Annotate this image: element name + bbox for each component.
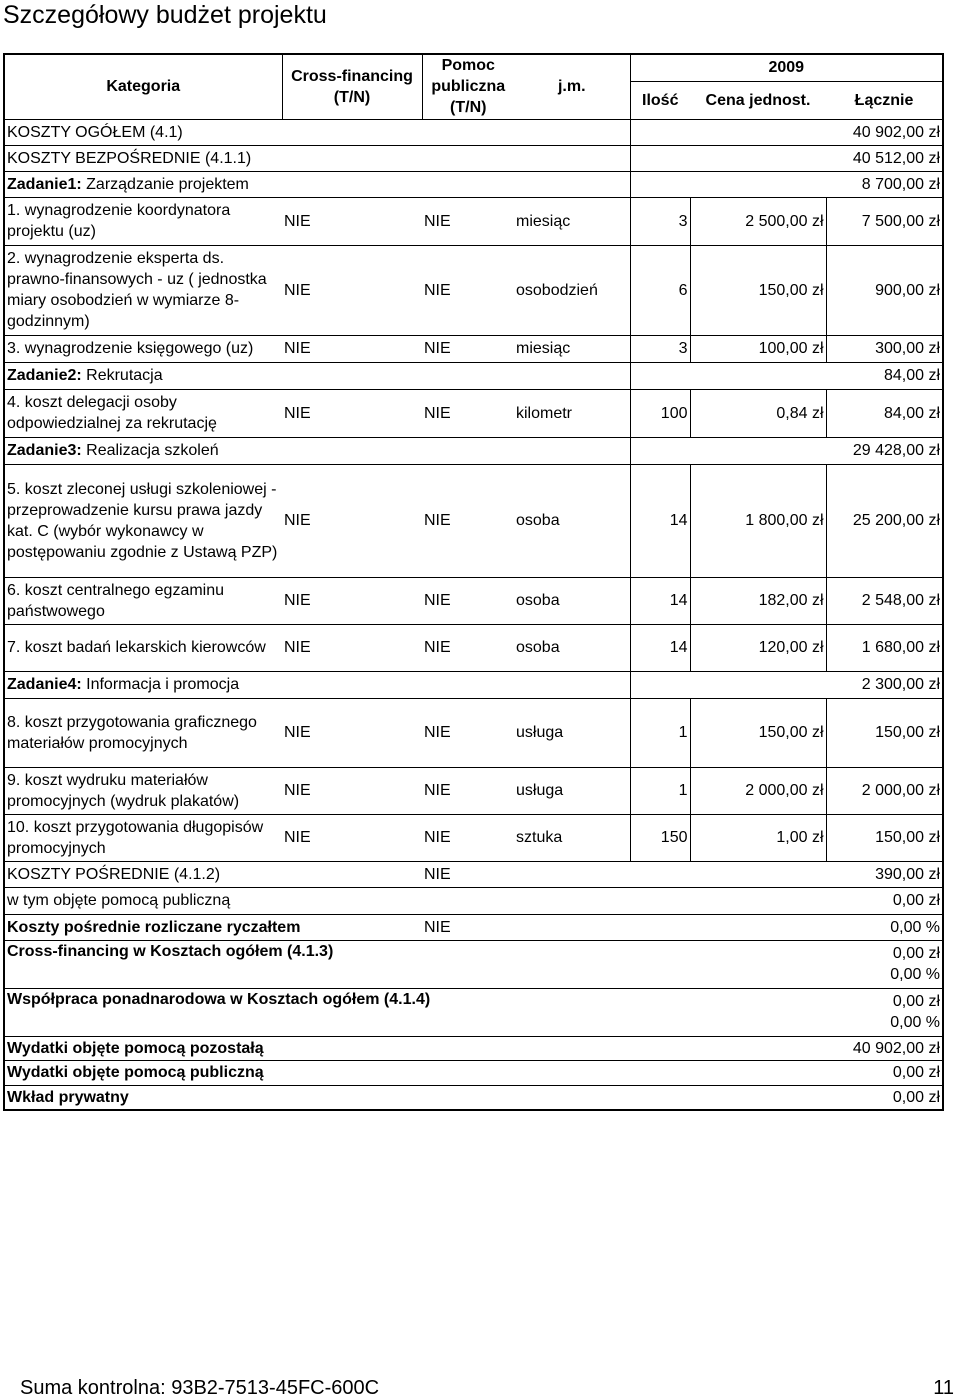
row-ryczalt bbox=[4, 914, 943, 940]
header-row-1 bbox=[4, 54, 943, 81]
koszty-ogolem-total: 40 902,00 zł bbox=[630, 119, 943, 145]
page-title: Szczegółowy budżet projektu bbox=[3, 1, 327, 29]
item8-qty: 1 bbox=[630, 698, 690, 767]
row-zadanie2 bbox=[4, 362, 943, 389]
row-wydatki-publiczna bbox=[4, 1060, 943, 1085]
row-wklad-prywatny bbox=[4, 1085, 943, 1110]
page-number: 11 bbox=[933, 1377, 954, 1399]
header-cross-financing bbox=[282, 54, 422, 119]
zadanie3-prefix: Zadanie3: bbox=[7, 442, 82, 459]
koszty-ogolem-label: KOSZTY OGÓŁEM (4.1) bbox=[4, 119, 630, 145]
row-zadanie4 bbox=[4, 671, 943, 698]
w-tym-pomoca-label: w tym objęte pomocą publiczną bbox=[4, 887, 630, 914]
item10-total: 150,00 zł bbox=[826, 814, 943, 861]
item7-total: 1 680,00 zł bbox=[826, 624, 943, 671]
item1-cf: NIE bbox=[282, 197, 422, 245]
item8-pp: NIE bbox=[422, 698, 514, 767]
header-pomoc-publiczna bbox=[422, 54, 514, 119]
item3-qty: 3 bbox=[630, 335, 690, 362]
item5-price: 1 800,00 zł bbox=[690, 464, 826, 577]
row-w-tym-pomoca bbox=[4, 887, 943, 914]
item7-label: 7. koszt badań lekarskich kierowców bbox=[4, 624, 282, 671]
zadanie2-label bbox=[4, 362, 630, 389]
row-item7 bbox=[4, 624, 943, 671]
item1-pp: NIE bbox=[422, 197, 514, 245]
header-cross-financing-line1: Cross-financing bbox=[291, 67, 413, 85]
row-item10 bbox=[4, 814, 943, 861]
wydatki-publiczna-label: Wydatki objęte pomocą publiczną bbox=[4, 1060, 630, 1085]
item3-jm: miesiąc bbox=[514, 335, 630, 362]
row-wspolpraca bbox=[4, 988, 943, 1036]
zadanie4-label bbox=[4, 671, 630, 698]
w-tym-pomoca-total: 0,00 zł bbox=[630, 887, 943, 914]
zadanie2-prefix: Zadanie2: bbox=[7, 367, 82, 384]
cross-financing-values bbox=[630, 940, 943, 988]
row-zadanie3 bbox=[4, 437, 943, 464]
zadanie3-name: Realizacja szkoleń bbox=[86, 442, 219, 459]
row-item2 bbox=[4, 245, 943, 335]
item7-qty: 14 bbox=[630, 624, 690, 671]
zadanie3-total: 29 428,00 zł bbox=[630, 437, 943, 464]
zadanie1-prefix: Zadanie1: bbox=[7, 175, 82, 193]
header-pomoc-line2: publiczna bbox=[431, 78, 506, 96]
item1-price: 2 500,00 zł bbox=[690, 197, 826, 245]
header-lacznie: Łącznie bbox=[854, 91, 914, 109]
header-kategoria: Kategoria bbox=[106, 78, 181, 96]
item1-label: 1. wynagrodzenie koordynatora projektu (uz) bbox=[4, 197, 282, 245]
item4-qty: 100 bbox=[630, 389, 690, 437]
item9-total: 2 000,00 zł bbox=[826, 767, 943, 814]
row-zadanie1 bbox=[4, 171, 943, 197]
item7-price: 120,00 zł bbox=[690, 624, 826, 671]
wspolpraca-values bbox=[630, 988, 943, 1036]
wspolpraca-label: Współpraca ponadnarodowa w Kosztach ogółem (4.1.4) bbox=[4, 988, 630, 1036]
item2-jm: osobodzień bbox=[514, 245, 630, 335]
item5-qty: 14 bbox=[630, 464, 690, 577]
row-item3 bbox=[4, 335, 943, 362]
item8-jm: usługa bbox=[514, 698, 630, 767]
koszty-posrednie-label: KOSZTY POŚREDNIE (4.1.2) bbox=[4, 861, 422, 887]
header-pomoc-line3: (T/N) bbox=[450, 99, 487, 117]
header-jm: j.m. bbox=[557, 78, 586, 96]
header-year: 2009 bbox=[630, 54, 943, 81]
cross-financing-label: Cross-financing w Kosztach ogółem (4.1.3) bbox=[4, 940, 630, 988]
koszty-posrednie-pp: NIE bbox=[422, 861, 630, 887]
item7-jm: osoba bbox=[514, 624, 630, 671]
wydatki-pozostala-label: Wydatki objęte pomocą pozostałą bbox=[4, 1036, 630, 1060]
item4-jm: kilometr bbox=[514, 389, 630, 437]
row-koszty-ogolem bbox=[4, 119, 943, 145]
row-wydatki-pozostala bbox=[4, 1036, 943, 1060]
item3-pp: NIE bbox=[422, 335, 514, 362]
item5-pp: NIE bbox=[422, 464, 514, 577]
koszty-bezposrednie-label: KOSZTY BEZPOŚREDNIE (4.1.1) bbox=[4, 145, 630, 171]
item9-pp: NIE bbox=[422, 767, 514, 814]
item6-cf: NIE bbox=[282, 577, 422, 624]
item5-jm: osoba bbox=[514, 464, 630, 577]
header-cross-financing-line2: (T/N) bbox=[333, 88, 371, 106]
row-koszty-posrednie bbox=[4, 861, 943, 887]
budget-table bbox=[3, 53, 944, 1111]
koszty-bezposrednie-total: 40 512,00 zł bbox=[630, 145, 943, 171]
koszty-posrednie-total: 390,00 zł bbox=[630, 861, 943, 887]
ryczalt-label: Koszty pośrednie rozliczane ryczałtem bbox=[4, 914, 422, 940]
item10-cf: NIE bbox=[282, 814, 422, 861]
item4-label: 4. koszt delegacji osoby odpowiedzialnej za rekrutację bbox=[4, 389, 282, 437]
item10-price: 1,00 zł bbox=[690, 814, 826, 861]
item5-cf: NIE bbox=[282, 464, 422, 577]
item1-qty: 3 bbox=[630, 197, 690, 245]
footer-checksum: Suma kontrolna: 93B2-7513-45FC-600C bbox=[20, 1377, 380, 1399]
header-cena: Cena jednost. bbox=[705, 91, 811, 109]
item2-label: 2. wynagrodzenie eksperta ds. prawno-finansowych - uz ( jednostka miary osobodzień w wymiarze 8-godzinnym) bbox=[4, 245, 282, 335]
item9-label: 9. koszt wydruku materiałów promocyjnych (wydruk plakatów) bbox=[4, 767, 282, 814]
wspolpraca-amount: 0,00 zł bbox=[892, 993, 941, 1010]
header-pomoc-line1: Pomoc bbox=[441, 57, 495, 75]
zadanie4-name: Informacja i promocja bbox=[86, 676, 240, 693]
item10-jm: sztuka bbox=[514, 814, 630, 861]
item1-total: 7 500,00 zł bbox=[826, 197, 943, 245]
item3-label: 3. wynagrodzenie księgowego (uz) bbox=[4, 335, 282, 362]
row-item5 bbox=[4, 464, 943, 577]
item6-total: 2 548,00 zł bbox=[826, 577, 943, 624]
item5-label: 5. koszt zleconej usługi szkoleniowej - przeprowadzenie kursu prawa jazdy kat. C (wybór wykonawcy w postępowaniu zgodnie z Ustawą PZP) bbox=[4, 464, 282, 577]
item9-qty: 1 bbox=[630, 767, 690, 814]
row-koszty-bezposrednie bbox=[4, 145, 943, 171]
cross-financing-amount: 0,00 zł bbox=[892, 945, 941, 962]
row-cross-financing bbox=[4, 940, 943, 988]
wklad-prywatny-label: Wkład prywatny bbox=[4, 1085, 630, 1110]
item3-total: 300,00 zł bbox=[826, 335, 943, 362]
item9-cf: NIE bbox=[282, 767, 422, 814]
row-item9 bbox=[4, 767, 943, 814]
zadanie2-total: 84,00 zł bbox=[630, 362, 943, 389]
row-item1 bbox=[4, 197, 943, 245]
item4-total: 84,00 zł bbox=[826, 389, 943, 437]
item2-price: 150,00 zł bbox=[690, 245, 826, 335]
item3-cf: NIE bbox=[282, 335, 422, 362]
item8-cf: NIE bbox=[282, 698, 422, 767]
row-item4 bbox=[4, 389, 943, 437]
item4-cf: NIE bbox=[282, 389, 422, 437]
row-item8 bbox=[4, 698, 943, 767]
item3-price: 100,00 zł bbox=[690, 335, 826, 362]
item9-price: 2 000,00 zł bbox=[690, 767, 826, 814]
header-ilosc: Ilość bbox=[630, 81, 690, 119]
zadanie4-total: 2 300,00 zł bbox=[630, 671, 943, 698]
zadanie1-label bbox=[4, 171, 630, 197]
item10-pp: NIE bbox=[422, 814, 514, 861]
zadanie2-name: Rekrutacja bbox=[86, 367, 163, 384]
item6-price: 182,00 zł bbox=[690, 577, 826, 624]
zadanie1-name: Zarządzanie projektem bbox=[86, 175, 249, 193]
item6-label: 6. koszt centralnego egzaminu państwowego bbox=[4, 577, 282, 624]
item6-jm: osoba bbox=[514, 577, 630, 624]
item5-total: 25 200,00 zł bbox=[826, 464, 943, 577]
item6-pp: NIE bbox=[422, 577, 514, 624]
item8-price: 150,00 zł bbox=[690, 698, 826, 767]
item2-pp: NIE bbox=[422, 245, 514, 335]
item7-cf: NIE bbox=[282, 624, 422, 671]
wklad-prywatny-total: 0,00 zł bbox=[630, 1085, 943, 1110]
ryczalt-flag: NIE bbox=[422, 914, 630, 940]
item4-price: 0,84 zł bbox=[690, 389, 826, 437]
item2-total: 900,00 zł bbox=[826, 245, 943, 335]
item9-jm: usługa bbox=[514, 767, 630, 814]
item2-qty: 6 bbox=[630, 245, 690, 335]
wspolpraca-percent: 0,00 % bbox=[890, 1014, 941, 1031]
item7-pp: NIE bbox=[422, 624, 514, 671]
item1-jm: miesiąc bbox=[514, 197, 630, 245]
item6-qty: 14 bbox=[630, 577, 690, 624]
wydatki-pozostala-total: 40 902,00 zł bbox=[630, 1036, 943, 1060]
wydatki-publiczna-total: 0,00 zł bbox=[630, 1060, 943, 1085]
item10-label: 10. koszt przygotowania długopisów promocyjnych bbox=[4, 814, 282, 861]
ryczalt-total: 0,00 % bbox=[630, 914, 943, 940]
item8-total: 150,00 zł bbox=[826, 698, 943, 767]
cross-financing-percent: 0,00 % bbox=[890, 966, 941, 983]
item10-qty: 150 bbox=[630, 814, 690, 861]
zadanie4-prefix: Zadanie4: bbox=[7, 676, 82, 693]
item4-pp: NIE bbox=[422, 389, 514, 437]
row-item6 bbox=[4, 577, 943, 624]
item2-cf: NIE bbox=[282, 245, 422, 335]
item8-label: 8. koszt przygotowania graficznego materiałów promocyjnych bbox=[4, 698, 282, 767]
zadanie3-label bbox=[4, 437, 630, 464]
zadanie1-total: 8 700,00 zł bbox=[630, 171, 943, 197]
